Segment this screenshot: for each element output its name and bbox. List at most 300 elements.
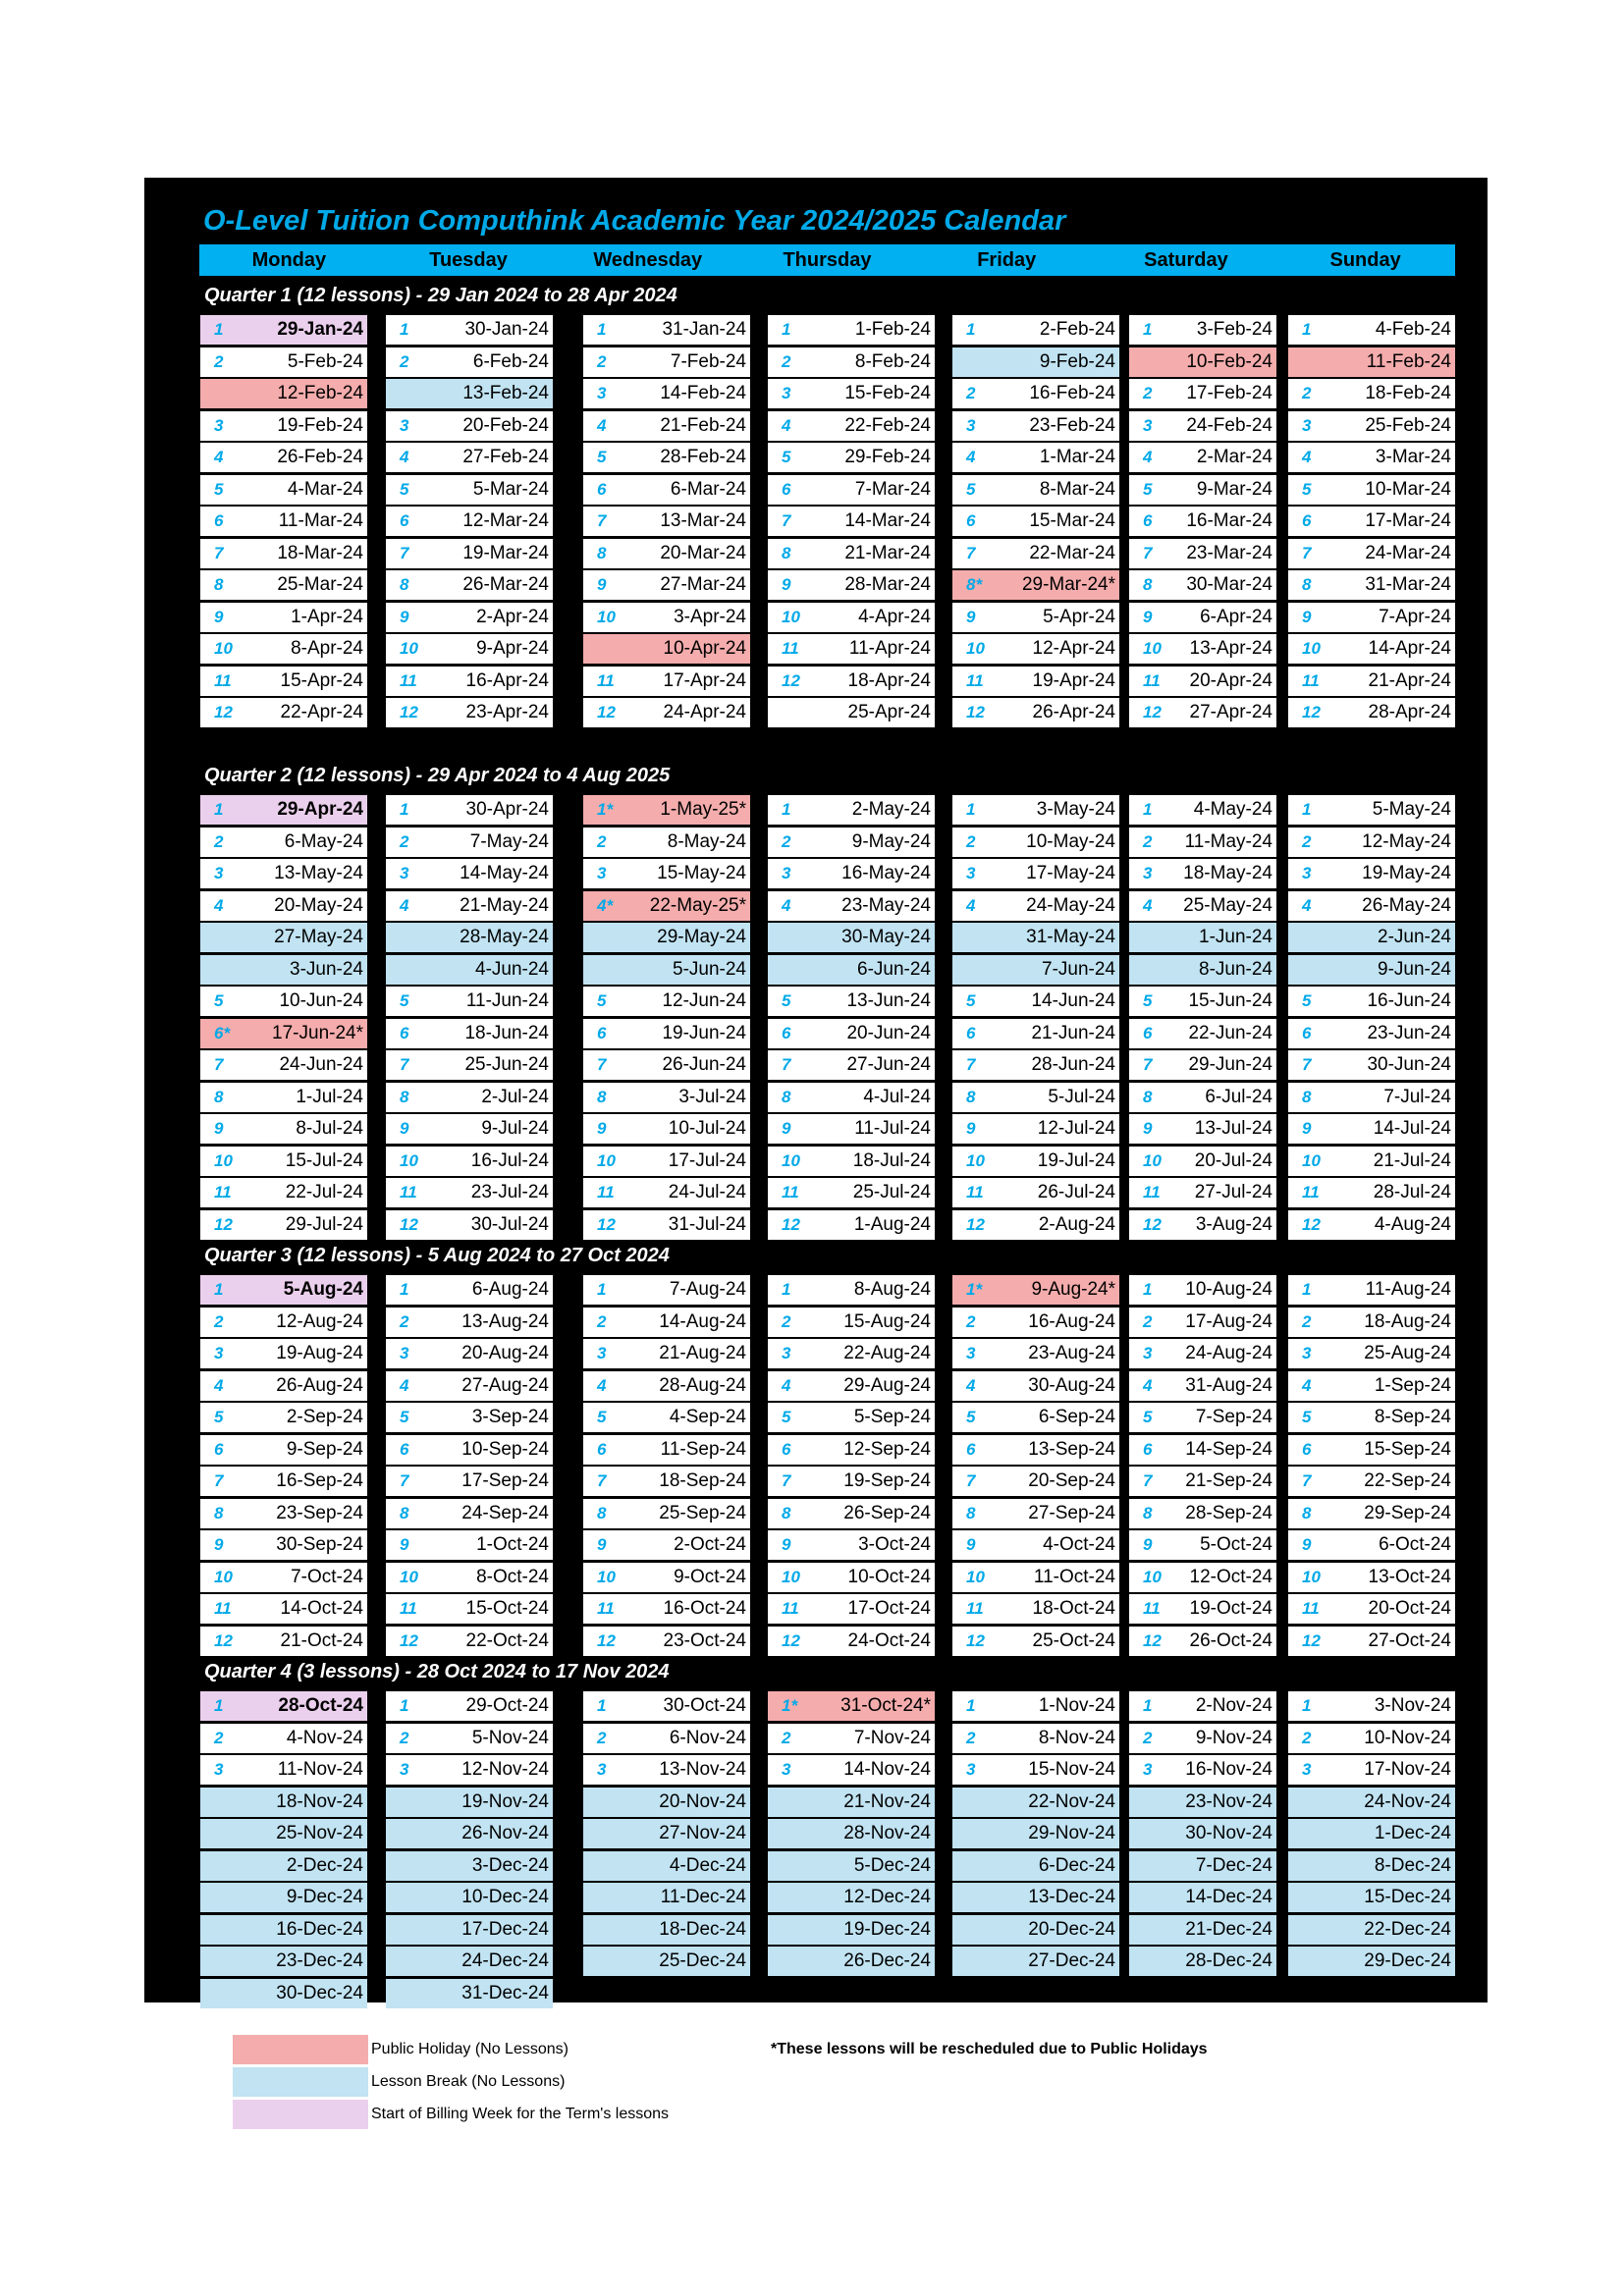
date-label: 22-May-25* [649,894,746,916]
date-label: 30-Aug-24 [1028,1374,1115,1396]
date-label: 19-Mar-24 [462,542,549,563]
calendar-day-cell [1129,1819,1276,1848]
calendar-day-cell [200,667,367,696]
date-label: 25-Dec-24 [659,1950,746,1971]
calendar-day-cell [1288,1435,1455,1465]
date-label: 29-Oct-24 [465,1695,549,1716]
lesson-number: 9 [966,607,976,626]
calendar-day-cell [200,1210,367,1240]
date-label: 31-Jan-24 [662,319,746,340]
date-label: 23-Feb-24 [1029,414,1115,436]
lesson-number: 12 [966,703,985,721]
calendar-day-cell [386,347,553,377]
date-label: 26-May-24 [1362,894,1451,916]
date-label: 6-Jun-24 [857,958,931,980]
date-label: 3-Mar-24 [1375,447,1451,467]
lesson-number: 1 [1143,1280,1153,1299]
calendar-day-cell [768,1883,935,1912]
calendar-day-cell [768,1050,935,1080]
date-label: 29-Feb-24 [844,447,931,467]
date-label: 15-Jul-24 [285,1149,363,1171]
date-label: 11-Dec-24 [660,1887,746,1907]
lesson-number: 2 [400,351,409,371]
calendar-day-cell [952,570,1119,600]
calendar-day-cell [768,1178,935,1207]
date-label: 20-Jun-24 [846,1022,931,1043]
lesson-number: 10 [1143,639,1162,658]
date-label: 19-Feb-24 [277,414,363,436]
date-label: 4-Jul-24 [863,1086,931,1107]
calendar-day-cell [768,891,935,921]
calendar-day-cell [1288,570,1455,600]
lesson-number: 11 [400,670,417,690]
date-label: 11-Sep-24 [660,1438,746,1460]
lesson-number: 11 [400,1599,417,1618]
date-label: 24-Dec-24 [461,1950,549,1971]
date-label: 8-May-24 [667,830,746,852]
lesson-number: 6 [400,1023,409,1042]
calendar-day-cell [1288,603,1455,632]
lesson-number: 2 [782,1311,791,1331]
date-label: 10-Mar-24 [1365,478,1451,500]
date-label: 18-Oct-24 [1032,1598,1115,1619]
calendar-day-cell [768,1019,935,1048]
date-label: 16-Apr-24 [465,669,549,691]
lesson-number: 7 [1302,1471,1312,1490]
date-label: 21-Sep-24 [1185,1470,1272,1491]
date-label: 17-Dec-24 [461,1918,549,1940]
calendar-day-cell [583,1915,750,1945]
lesson-number: 9 [1302,1535,1312,1554]
date-label: 31-May-24 [1026,927,1115,947]
lesson-number: 9 [782,575,791,594]
calendar-day-cell [386,1530,553,1560]
lesson-number: 9 [1143,1119,1153,1138]
calendar-day-cell [200,1530,367,1560]
calendar-day-cell [583,1691,750,1721]
date-label: 26-Nov-24 [461,1823,549,1843]
calendar-day-cell [583,570,750,600]
date-label: 21-Dec-24 [1185,1918,1272,1940]
date-label: 1-Oct-24 [476,1534,549,1555]
lesson-number: 3 [400,864,409,882]
date-label: 24-Jun-24 [279,1054,363,1075]
date-label: 4-Sep-24 [669,1407,746,1427]
calendar-day-cell [1129,923,1276,952]
date-label: 21-Nov-24 [843,1790,931,1812]
date-label: 27-May-24 [274,927,363,947]
calendar-day-cell [1129,1915,1276,1945]
calendar-day-cell [768,1691,935,1721]
calendar-day-cell [583,1435,750,1465]
date-label: 19-Apr-24 [1032,669,1115,691]
date-label: 23-Aug-24 [1028,1343,1115,1363]
date-label: 13-Jul-24 [1194,1118,1272,1139]
lesson-number: 9 [782,1119,791,1138]
calendar-day-cell [1288,1499,1455,1528]
lesson-number: 12 [782,1630,800,1650]
date-label: 28-Jul-24 [1373,1182,1451,1202]
calendar-day-cell [386,315,553,345]
calendar-day-cell [200,539,367,568]
calendar-day-cell [952,1563,1119,1592]
calendar-day-cell [1288,1467,1455,1496]
calendar-day-cell [1129,379,1276,408]
date-label: 4-Jun-24 [475,958,549,980]
calendar-day-cell [952,1915,1119,1945]
date-label: 20-Aug-24 [461,1343,549,1363]
date-label: 24-Feb-24 [1186,414,1272,436]
date-label: 5-Aug-24 [283,1279,363,1300]
date-label: 1-Sep-24 [1374,1374,1451,1396]
date-label: 29-Nov-24 [1028,1823,1115,1843]
date-label: 27-Mar-24 [660,574,746,595]
calendar-day-cell [583,1724,750,1753]
date-label: 20-Nov-24 [659,1790,746,1812]
calendar-day-cell [768,1147,935,1176]
calendar-day-cell [952,1691,1119,1721]
calendar-day-cell [583,795,750,825]
calendar-day-cell [386,828,553,857]
legend-swatch-public-holiday [233,2035,368,2064]
calendar-day-cell [952,1530,1119,1560]
date-label: 23-Nov-24 [1185,1790,1272,1812]
date-label: 16-Mar-24 [1186,510,1272,531]
calendar-day-cell [1288,1147,1455,1176]
calendar-day-cell [386,923,553,952]
lesson-number: 9 [1143,1535,1153,1554]
calendar-day-cell [386,603,553,632]
lesson-number: 9 [966,1535,976,1554]
lesson-number: 2 [1302,1311,1312,1331]
header-saturday: Saturday [1144,249,1228,271]
lesson-number: 1 [1302,800,1312,819]
lesson-number: 8 [597,1503,607,1522]
lesson-number: 12 [1302,1214,1321,1234]
calendar-day-cell [1288,1755,1455,1785]
lesson-number: 11 [1302,1599,1320,1618]
calendar-day-cell [952,315,1119,345]
calendar-day-cell [200,1114,367,1144]
lesson-number: 8 [400,1087,409,1106]
calendar-day-cell [768,411,935,441]
date-label: 14-Jul-24 [1373,1118,1451,1139]
lesson-number: 1 [400,1280,409,1299]
calendar-day-cell [386,1019,553,1048]
date-label: 18-Feb-24 [1365,383,1451,403]
calendar-day-cell [386,1499,553,1528]
date-label: 20-Apr-24 [1189,669,1272,691]
date-label: 19-Sep-24 [843,1470,931,1491]
lesson-number: 10 [782,1567,800,1586]
date-label: 18-Dec-24 [659,1918,746,1940]
calendar-day-cell [1129,667,1276,696]
calendar-day-cell [386,1147,553,1176]
lesson-number: 2 [782,1728,791,1747]
calendar-day-cell [952,987,1119,1016]
calendar-day-cell [583,1178,750,1207]
calendar-day-cell [768,1947,935,1976]
date-label: 14-Dec-24 [1185,1887,1272,1907]
calendar-day-cell [1129,1275,1276,1305]
lesson-number: 4 [214,1375,224,1395]
calendar-day-cell [583,1050,750,1080]
calendar-day-cell [952,1371,1119,1401]
date-label: 4-Dec-24 [669,1854,746,1876]
lesson-number: 8 [214,1087,224,1106]
calendar-day-cell [952,443,1119,472]
calendar-day-cell [386,443,553,472]
calendar-day-cell [386,1339,553,1368]
date-label: 20-Sep-24 [1028,1470,1115,1491]
calendar-day-cell [1129,891,1276,921]
lesson-number: 9 [400,607,409,626]
calendar-day-cell [1288,891,1455,921]
calendar-day-cell [768,1851,935,1881]
calendar-day-cell [200,1339,367,1368]
date-label: 20-May-24 [274,894,363,916]
calendar-day-cell [1129,1147,1276,1176]
lesson-number: 1 [782,800,791,819]
lesson-number: 8 [597,543,607,562]
lesson-number: 2 [966,1311,976,1331]
lesson-number: 5 [782,991,791,1010]
calendar-day-cell [1288,443,1455,472]
calendar-day-cell [1288,315,1455,345]
date-label: 11-Nov-24 [277,1759,363,1780]
lesson-number: 3 [597,1760,607,1779]
calendar-day-cell [1288,1819,1455,1848]
date-label: 15-Oct-24 [465,1598,549,1619]
date-label: 29-Dec-24 [1364,1950,1451,1971]
lesson-number: 9 [1143,607,1153,626]
date-label: 9-Jun-24 [1378,958,1451,980]
date-label: 29-Apr-24 [277,799,363,820]
date-label: 17-Apr-24 [663,669,746,691]
date-label: 10-May-24 [1026,830,1115,852]
lesson-number: 6 [782,1439,791,1459]
lesson-number: 4 [1302,448,1312,466]
date-label: 22-Jul-24 [285,1182,363,1202]
calendar-day-cell [583,1947,750,1976]
calendar-day-cell [952,411,1119,441]
date-label: 24-Oct-24 [847,1629,931,1651]
calendar-day-cell [768,1724,935,1753]
calendar-day-cell [583,1883,750,1912]
date-label: 14-May-24 [460,863,549,883]
calendar-day-cell [583,859,750,888]
calendar-day-cell [952,1788,1119,1817]
calendar-day-cell [583,1210,750,1240]
calendar-day-cell [583,1819,750,1848]
date-label: 7-Feb-24 [670,350,746,372]
date-label: 12-Oct-24 [1189,1566,1272,1587]
lesson-number: 7 [597,1471,607,1490]
calendar-day-cell [200,1819,367,1848]
date-label: 23-Jun-24 [1367,1022,1451,1043]
date-label: 21-Jul-24 [1373,1149,1451,1171]
date-label: 14-Sep-24 [1185,1438,1272,1460]
lesson-number: 10 [597,1567,616,1586]
calendar-day-cell [583,987,750,1016]
date-label: 31-Jul-24 [668,1213,746,1235]
calendar-day-cell [200,987,367,1016]
date-label: 11-Mar-24 [278,510,363,531]
date-label: 26-Dec-24 [843,1950,931,1971]
lesson-number: 6 [400,1439,409,1459]
lesson-number: 10 [400,1150,418,1170]
lesson-number: 8 [1143,575,1153,594]
date-label: 13-Jun-24 [846,990,931,1011]
date-label: 3-Oct-24 [858,1534,931,1555]
lesson-number: 12 [597,1630,616,1650]
lesson-number: 3 [782,384,791,402]
date-label: 15-Sep-24 [1364,1438,1451,1460]
calendar-day-cell [952,795,1119,825]
calendar-day-cell [1129,828,1276,857]
date-label: 7-Aug-24 [669,1279,746,1300]
date-label: 31-Mar-24 [1365,574,1451,595]
calendar-day-cell [1129,315,1276,345]
calendar-day-cell [1288,1883,1455,1912]
date-label: 27-Apr-24 [1189,702,1272,722]
calendar-day-cell [1129,1467,1276,1496]
date-label: 27-Oct-24 [1368,1629,1451,1651]
calendar-day-cell [1129,1851,1276,1881]
date-label: 17-May-24 [1026,863,1115,883]
date-label: 30-Apr-24 [465,799,549,820]
lesson-number: 12 [597,1214,616,1234]
date-label: 15-May-24 [657,863,746,883]
lesson-number: 11 [966,1599,984,1618]
lesson-number: 6 [966,1439,976,1459]
calendar-day-cell [768,667,935,696]
date-label: 12-Dec-24 [843,1887,931,1907]
lesson-number: 5 [214,479,224,499]
lesson-number: 12 [400,1214,418,1234]
calendar-day-cell [1129,859,1276,888]
date-label: 27-Aug-24 [461,1374,549,1396]
lesson-number: 2 [1143,831,1153,851]
lesson-number: 5 [1302,1408,1312,1426]
date-label: 30-Jun-24 [1367,1054,1451,1075]
lesson-number: 3 [400,415,409,435]
calendar-day-cell [1288,1339,1455,1368]
date-label: 24-Aug-24 [1185,1343,1272,1363]
calendar-day-cell [952,1275,1119,1305]
calendar-day-cell [200,1979,367,2008]
lesson-number: 6 [1143,511,1153,530]
calendar-day-cell [386,1275,553,1305]
calendar-day-cell [200,1467,367,1496]
calendar-day-cell [200,1019,367,1048]
date-label: 31-Aug-24 [1185,1374,1272,1396]
calendar-day-cell [386,1371,553,1401]
calendar-day-cell [583,1530,750,1560]
calendar-day-cell [768,1788,935,1817]
calendar-day-cell [1129,539,1276,568]
date-label: 10-Aug-24 [1185,1279,1272,1300]
calendar-day-cell [386,1308,553,1337]
date-label: 29-Aug-24 [843,1374,931,1396]
calendar-day-cell [952,828,1119,857]
legend-label-lesson-break: Lesson Break (No Lessons) [371,2073,566,2090]
calendar-day-cell [583,1147,750,1176]
date-label: 12-Feb-24 [277,383,363,403]
calendar-day-cell [200,955,367,985]
lesson-number: 10 [1143,1150,1162,1170]
date-label: 30-May-24 [841,927,931,947]
date-label: 3-Dec-24 [471,1854,549,1876]
date-label: 14-Feb-24 [660,383,746,403]
date-label: 20-Dec-24 [1028,1918,1115,1940]
lesson-number: 5 [966,991,976,1010]
calendar-day-cell [386,507,553,536]
lesson-number: 12 [214,1630,233,1650]
lesson-number: 3 [782,1344,791,1362]
date-label: 21-Apr-24 [1368,669,1451,691]
lesson-number: 5 [400,1408,409,1426]
calendar-day-cell [200,634,367,664]
lesson-number: 7 [966,1055,976,1074]
calendar-day-cell [200,1755,367,1785]
date-label: 22-Sep-24 [1364,1470,1451,1491]
calendar-day-cell [768,315,935,345]
calendar-day-cell [768,507,935,536]
lesson-number: 4 [400,1375,409,1395]
calendar-day-cell [1129,1788,1276,1817]
lesson-number: 1 [214,1280,224,1299]
date-label: 2-Aug-24 [1038,1213,1115,1235]
lesson-number: 12 [400,703,418,721]
calendar-day-cell [200,475,367,505]
date-label: 23-May-24 [841,894,931,916]
calendar-day-cell [768,379,935,408]
lesson-number: 4 [782,1375,791,1395]
lesson-number: 3 [966,1344,976,1362]
calendar-day-cell [583,347,750,377]
lesson-number: 5 [400,479,409,499]
lesson-number: 12 [1143,1630,1162,1650]
date-label: 23-Mar-24 [1186,542,1272,563]
lesson-number: 6 [214,511,224,530]
date-label: 6-Dec-24 [1038,1854,1115,1876]
lesson-number: 7 [214,1055,224,1074]
calendar-day-cell [952,1147,1119,1176]
date-label: 24-Jul-24 [668,1182,746,1202]
lesson-number: 1 [400,800,409,819]
date-label: 18-Sep-24 [659,1470,746,1491]
date-label: 29-Jul-24 [285,1213,363,1235]
lesson-number: 4 [782,895,791,915]
calendar-day-cell [952,1883,1119,1912]
calendar-day-cell [386,1563,553,1592]
calendar-day-cell [583,603,750,632]
date-label: 10-Feb-24 [1186,350,1272,372]
calendar-day-cell [386,1947,553,1976]
lesson-number: 4 [1302,1375,1312,1395]
calendar-day-cell [1129,1435,1276,1465]
lesson-number: 5 [782,1408,791,1426]
lesson-number: 9 [782,1535,791,1554]
date-label: 28-Oct-24 [278,1695,363,1716]
calendar-day-cell [583,1788,750,1817]
date-label: 6-Aug-24 [471,1279,549,1300]
lesson-number: 2 [597,351,607,371]
calendar-day-cell [1129,634,1276,664]
lesson-number: 12 [1302,1630,1321,1650]
date-label: 21-Aug-24 [659,1343,746,1363]
